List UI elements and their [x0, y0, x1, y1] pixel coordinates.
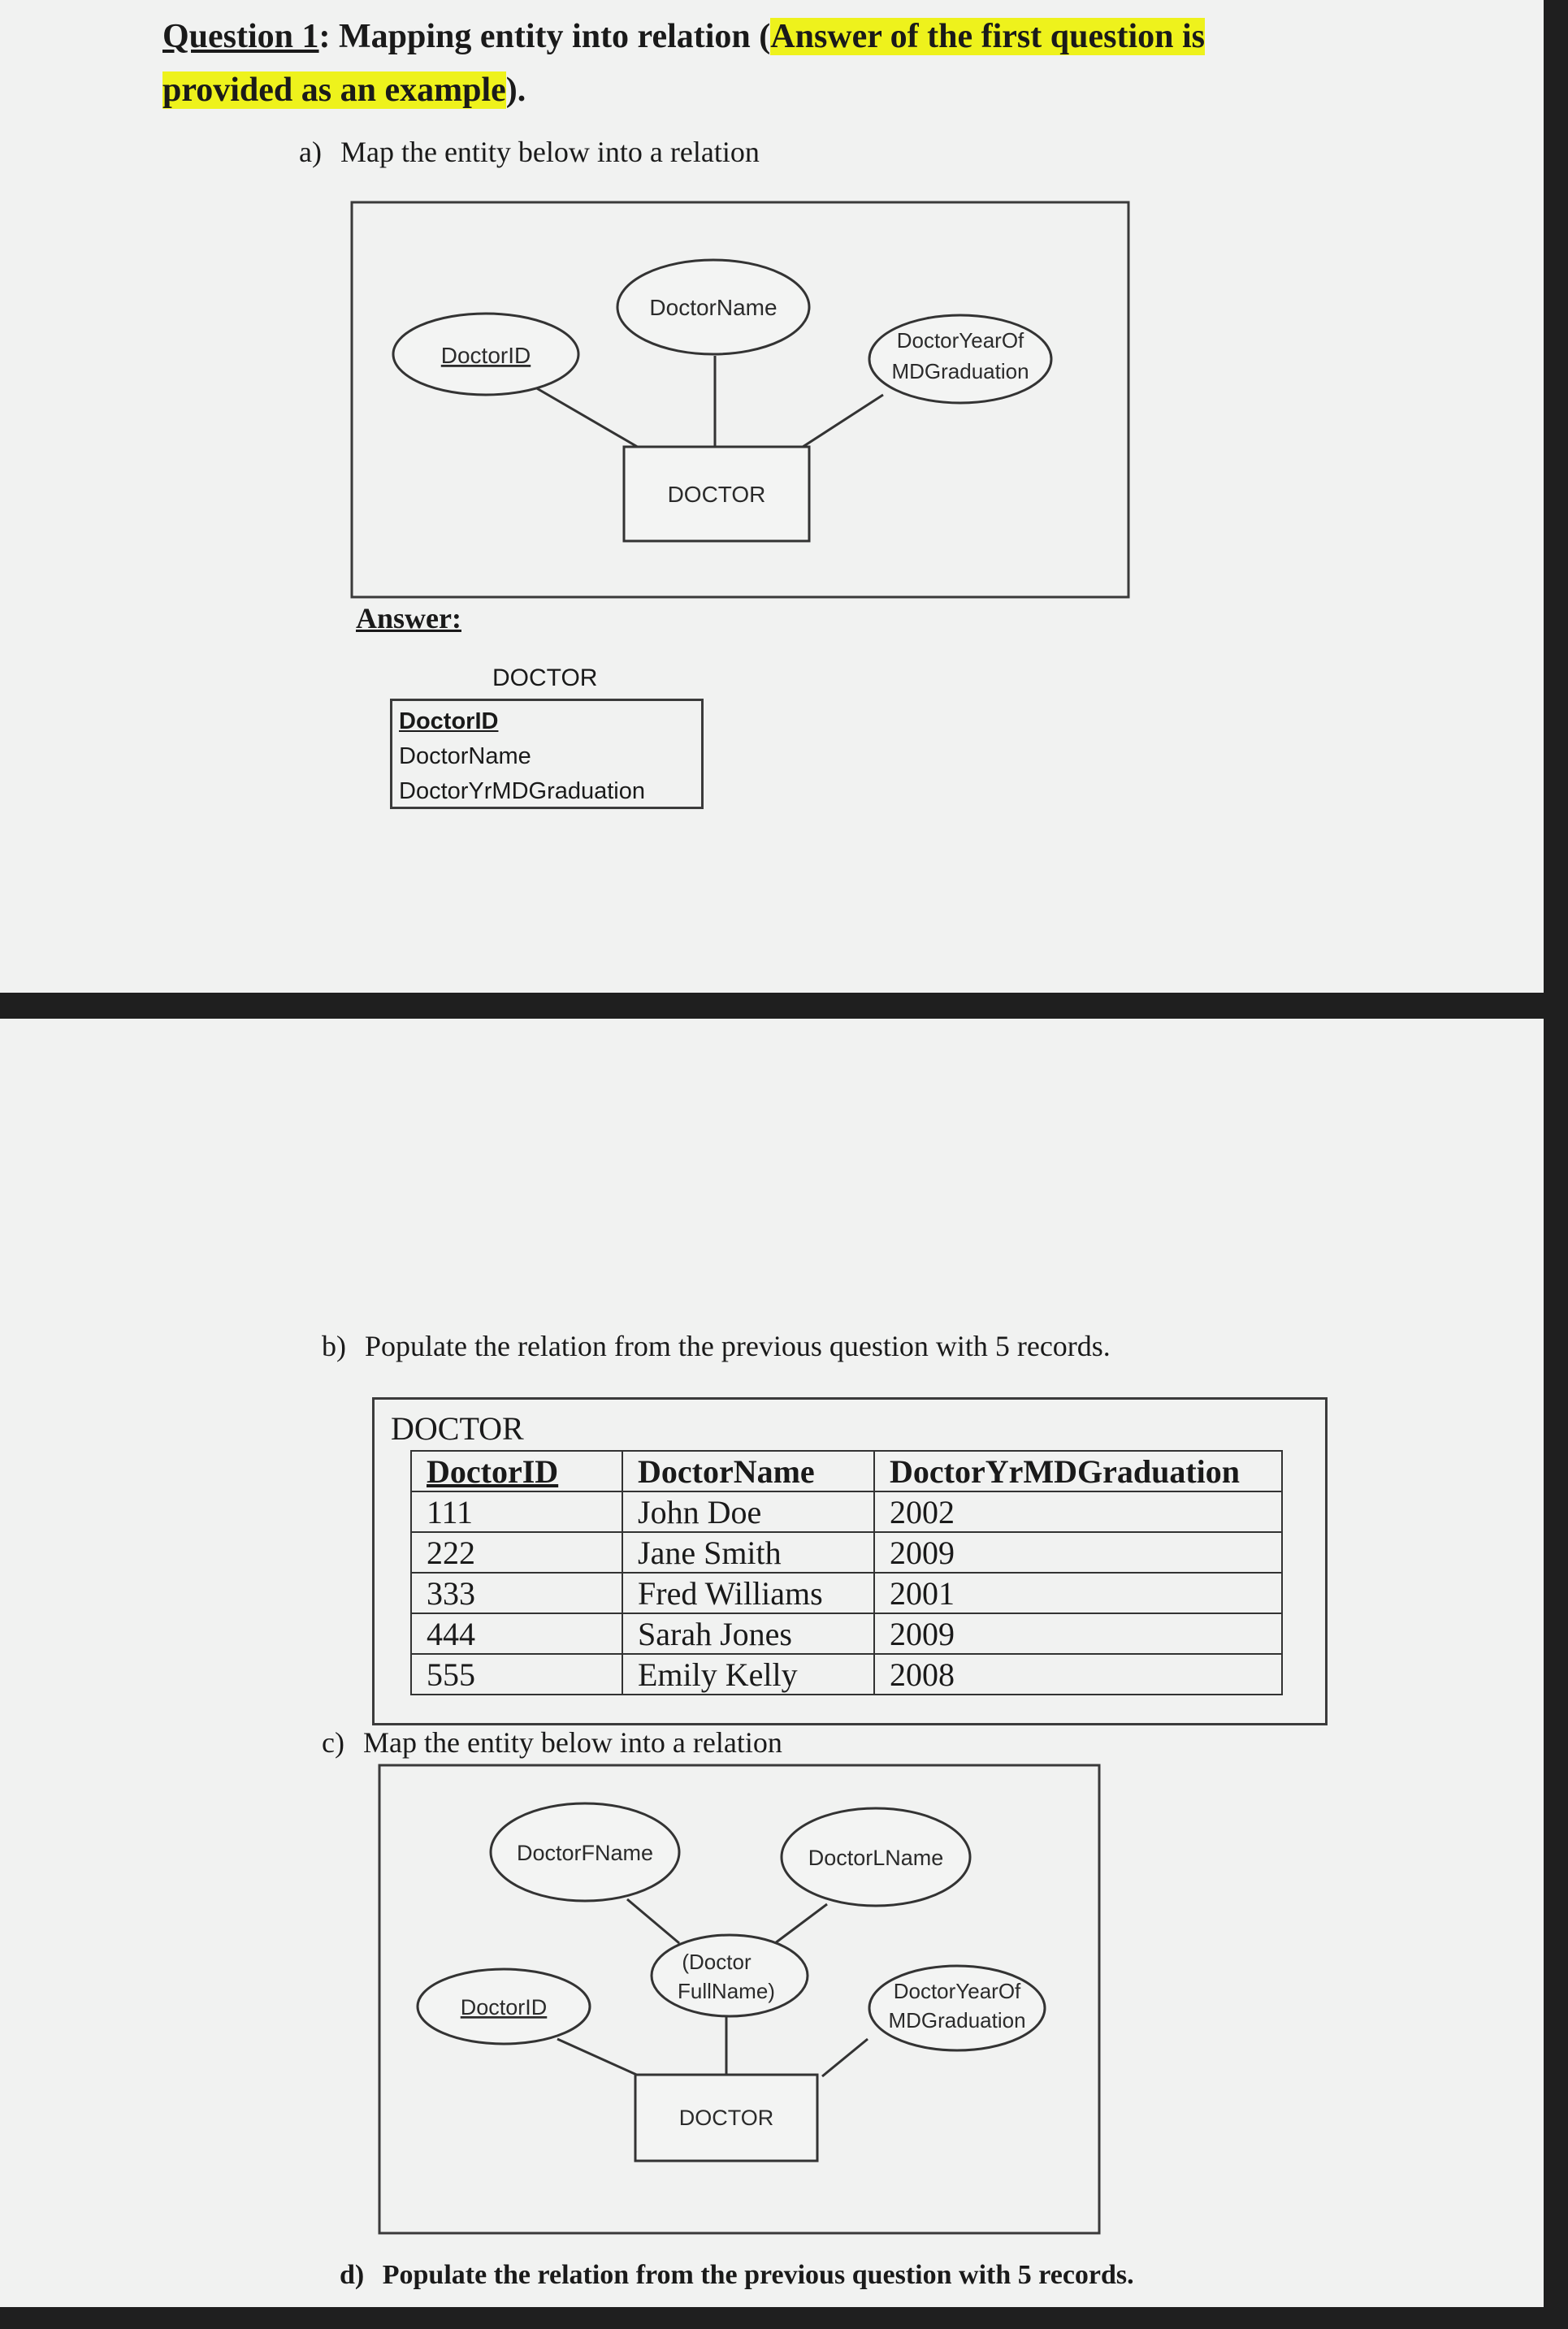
relation-a-key: DoctorID — [399, 708, 499, 734]
table-cell: 222 — [411, 1532, 622, 1573]
table-row — [411, 1573, 1282, 1613]
table-cell: 2009 — [874, 1532, 1282, 1573]
part-a-label: a) — [299, 136, 322, 168]
attr-year-line2: MDGraduation — [891, 359, 1029, 383]
question-1-highlight-line2: provided as an example — [162, 71, 506, 109]
table-cell: 444 — [411, 1613, 622, 1654]
relation-a-field: DoctorName — [399, 743, 531, 769]
table-cell: 2001 — [874, 1573, 1282, 1613]
attr-fname: DoctorFName — [516, 1841, 654, 1865]
attr-year-c-line1: DoctorYearOf — [893, 1979, 1021, 2003]
relation-a-title: DOCTOR — [492, 665, 598, 691]
question-1-close: ). — [505, 71, 526, 109]
table-cell: 2009 — [874, 1613, 1282, 1654]
table-row — [411, 1654, 1282, 1695]
table-cell: 111 — [411, 1491, 622, 1532]
part-a-text: Map the entity below into a relation — [340, 136, 760, 168]
part-b-prompt — [322, 1329, 1111, 1363]
relation-a-field: DoctorYrMDGraduation — [399, 778, 645, 804]
worksheet-page-2 — [0, 1019, 1544, 2307]
column-header: DoctorID — [411, 1451, 622, 1491]
er-diagram-a — [349, 200, 1134, 601]
attr-doctor-name: DoctorName — [649, 295, 778, 320]
part-d-text: Populate the relation from the previous question with 5 records. — [382, 2260, 1134, 2290]
attr-lname: DoctorLName — [808, 1846, 944, 1870]
table-row — [411, 1613, 1282, 1654]
table-cell: Jane Smith — [622, 1532, 874, 1573]
relation-a-box — [390, 699, 704, 809]
part-b-label: b) — [322, 1330, 346, 1362]
question-1-highlight-line1: Answer of the first question is — [770, 18, 1205, 55]
part-c-prompt — [322, 1725, 782, 1760]
attr-fullname-line1: (Doctor — [682, 1950, 752, 1974]
question-1-heading — [162, 10, 1205, 117]
part-c-text: Map the entity below into a relation — [362, 1726, 782, 1759]
column-header: DoctorName — [622, 1451, 874, 1491]
part-b-text: Populate the relation from the previous question with 5 records. — [365, 1330, 1111, 1362]
er-diagram-c — [377, 1763, 1103, 2239]
table-cell: 2002 — [874, 1491, 1282, 1532]
table-cell: John Doe — [622, 1491, 874, 1532]
table-row — [411, 1532, 1282, 1573]
table-cell: 555 — [411, 1654, 622, 1695]
table-row — [411, 1491, 1282, 1532]
part-d-prompt — [340, 2260, 1134, 2291]
doctor-table-frame — [372, 1397, 1328, 1725]
part-a-prompt — [299, 135, 760, 169]
worksheet-page-1 — [0, 0, 1544, 993]
table-cell: Sarah Jones — [622, 1613, 874, 1654]
doctor-table — [410, 1450, 1283, 1695]
column-header: DoctorYrMDGraduation — [874, 1451, 1282, 1491]
table-cell: 333 — [411, 1573, 622, 1613]
entity-doctor-c-label: DOCTOR — [678, 2106, 774, 2130]
entity-doctor-label: DOCTOR — [667, 482, 766, 507]
attr-fullname-line2: FullName) — [678, 1979, 775, 2003]
answer-label: Answer: — [356, 602, 461, 634]
part-d-label: d) — [340, 2260, 365, 2290]
attr-doctor-id-c: DoctorID — [460, 1995, 548, 2019]
question-1-title: : Mapping entity into relation ( — [318, 18, 771, 55]
part-c-label: c) — [322, 1726, 344, 1759]
table-header-row — [411, 1451, 1282, 1491]
table-cell: 2008 — [874, 1654, 1282, 1695]
doctor-table-title: DOCTOR — [391, 1410, 524, 1447]
attr-year-c-line2: MDGraduation — [888, 2008, 1026, 2032]
question-1-label: Question 1 — [162, 18, 319, 55]
attr-year-line1: DoctorYearOf — [896, 328, 1024, 353]
attr-fullname-oval — [652, 1935, 808, 2016]
attr-doctor-id: DoctorID — [440, 343, 531, 368]
table-cell: Emily Kelly — [622, 1654, 874, 1695]
table-cell: Fred Williams — [622, 1573, 874, 1613]
